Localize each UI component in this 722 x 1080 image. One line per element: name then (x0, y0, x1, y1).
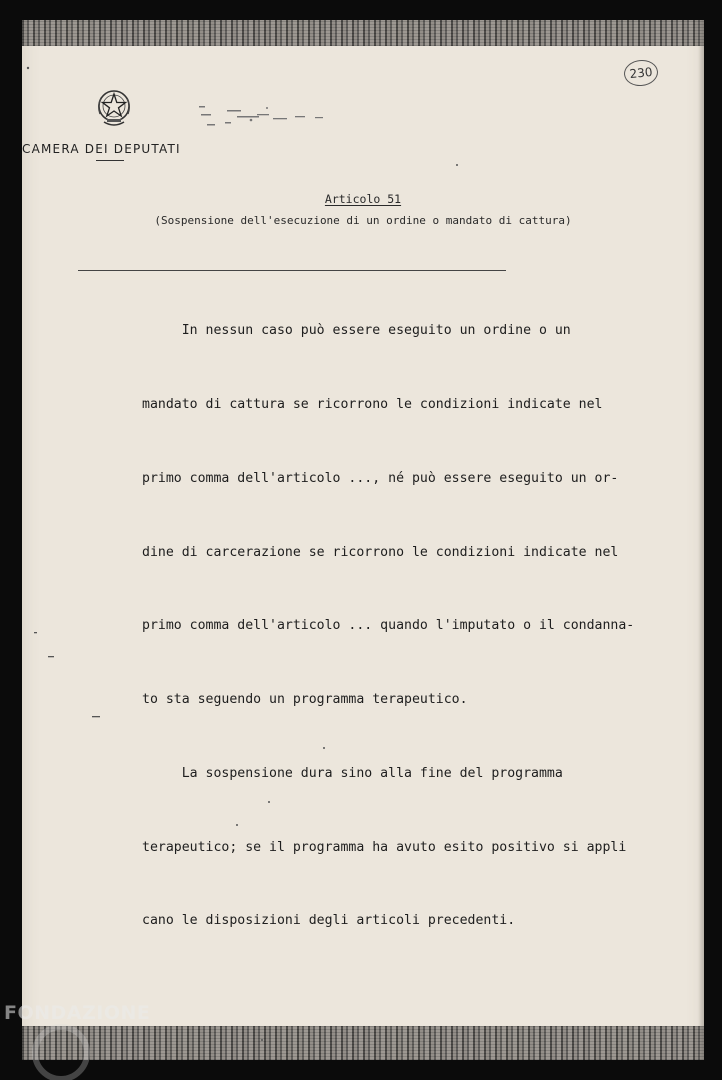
header-divider (96, 160, 124, 161)
body-line: primo comma dell'articolo ... quando l'imputato o il condanna- (142, 618, 635, 634)
watermark-logo-icon (32, 1024, 90, 1080)
body-line: dine di carcerazione se ricorrono le condizioni indicate nel (142, 544, 619, 560)
page-shadow (698, 20, 704, 1060)
body-line: In nessun caso può essere eseguito un ordine o un (142, 323, 571, 339)
article-title (22, 192, 704, 206)
watermark-text: FONDAZIONE (4, 1002, 151, 1024)
archive-page-number: 230 (623, 58, 660, 87)
bottom-scan-edge (22, 1026, 704, 1060)
institution-name: CAMERA DEI DEPUTATI (22, 142, 181, 156)
document-sheet (22, 20, 704, 1060)
article-subtitle: (Sospensione dell'esecuzione di un ordine o mandato di cattura) (154, 214, 572, 227)
faded-stamp-mark (197, 100, 337, 136)
body-line: mandato di cattura se ricorrono le condizioni indicate nel (142, 396, 603, 412)
top-scan-edge (22, 20, 704, 46)
body-line: cano le disposizioni degli articoli precedenti. (142, 913, 516, 929)
body-line: terapeutico; se il programma ha avuto esito positivo si appli (142, 839, 627, 855)
article-title-text: Articolo 51 (324, 192, 402, 206)
body-line: primo comma dell'articolo ..., né può essere eseguito un or- (142, 470, 619, 486)
body-line: to sta seguendo un programma terapeutico. (142, 692, 468, 708)
republic-emblem-icon (94, 86, 134, 130)
article-body (142, 270, 682, 983)
body-line: La sospensione dura sino alla fine del programma (142, 765, 563, 781)
